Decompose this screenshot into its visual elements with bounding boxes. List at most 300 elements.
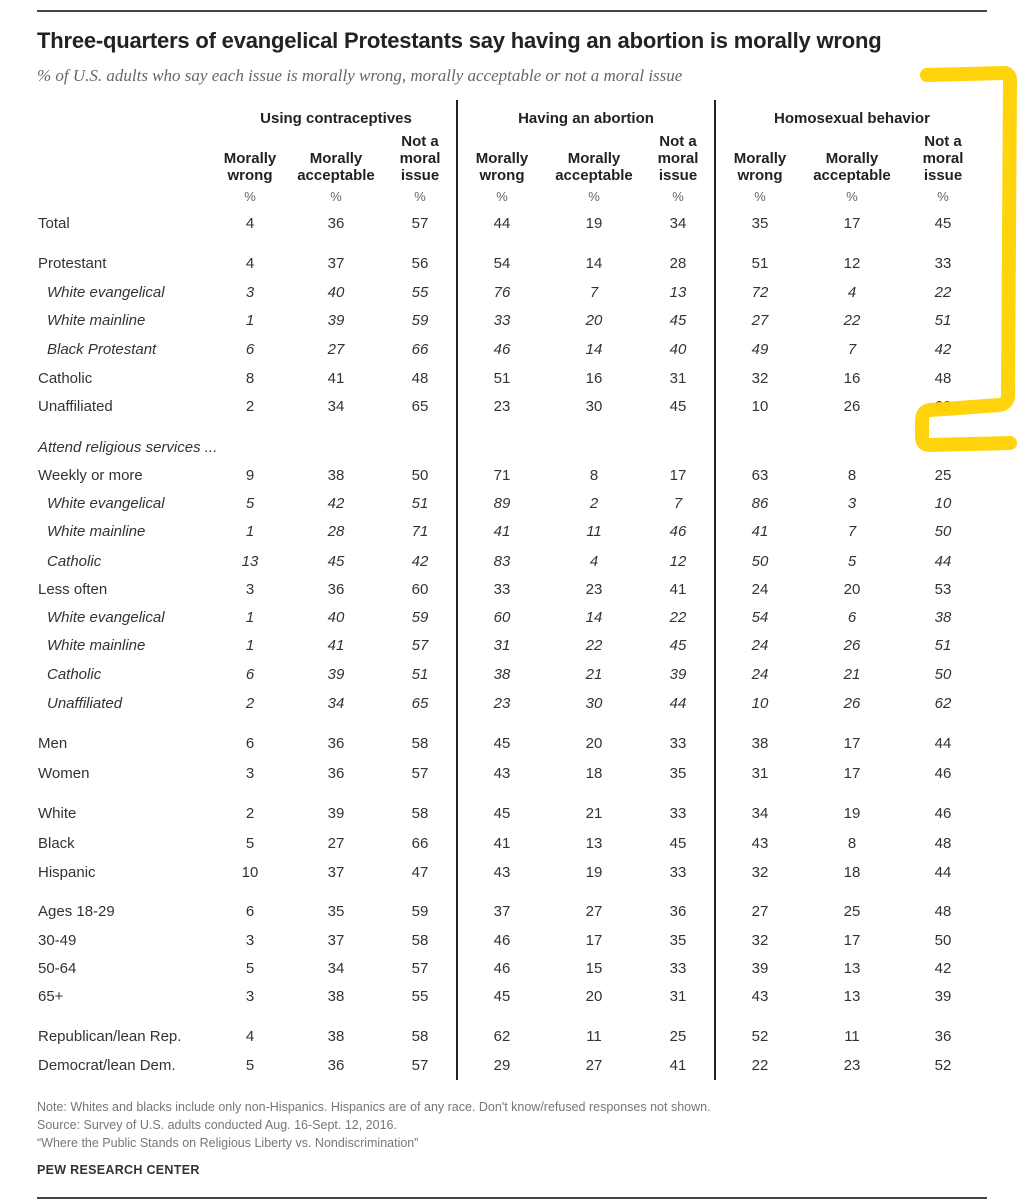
row-label: Republican/lean Rep. <box>38 1028 182 1045</box>
table-cell: 54 <box>493 255 511 272</box>
table-cell: 9 <box>245 467 255 484</box>
table-cell: 2 <box>245 805 255 822</box>
table-cell: 37 <box>327 255 345 272</box>
table-cell: 19 <box>843 805 861 822</box>
row-label: Black Protestant <box>47 341 157 358</box>
table-cell: 34 <box>751 805 769 822</box>
table-cell: 50 <box>934 932 952 949</box>
table-cell: 46 <box>493 341 511 358</box>
table-cell: 44 <box>934 735 952 752</box>
table-cell: 65 <box>411 398 429 415</box>
table-cell: 30 <box>585 398 603 415</box>
table-cell: 27 <box>585 1057 603 1074</box>
table-cell: 21 <box>585 805 603 822</box>
table-cell: 6 <box>245 735 255 752</box>
table-cell: 65 <box>411 695 429 712</box>
table-cell: 33 <box>934 255 952 272</box>
row-label: Less often <box>38 581 108 598</box>
row-label: Ages 18-29 <box>38 903 115 920</box>
table-cell: 17 <box>843 215 861 232</box>
row-label: White mainline <box>47 312 146 329</box>
table-cell: 31 <box>493 637 511 654</box>
table-cell: 31 <box>751 765 769 782</box>
table-cell: 26 <box>843 695 861 712</box>
table-cell: 39 <box>327 666 345 683</box>
table-cell: 57 <box>411 765 429 782</box>
table-cell: 33 <box>493 312 511 329</box>
table-cell: 59 <box>411 903 429 920</box>
brand-footer: PEW RESEARCH CENTER <box>37 1163 200 1177</box>
table-cell: 17 <box>585 932 603 949</box>
table-cell: 14 <box>585 341 603 358</box>
table-cell: 38 <box>327 988 345 1005</box>
table-cell: 21 <box>585 666 603 683</box>
table-cell: 31 <box>669 988 687 1005</box>
table-cell: 11 <box>844 1028 860 1045</box>
unit-label: % <box>330 189 342 204</box>
table-cell: 34 <box>327 695 345 712</box>
table-cell: 10 <box>751 398 769 415</box>
table-cell: 15 <box>585 960 603 977</box>
table-cell: 25 <box>843 903 861 920</box>
table-cell: 6 <box>245 903 255 920</box>
table-cell: 22 <box>669 609 687 626</box>
table-cell: 52 <box>751 1028 769 1045</box>
table-cell: 55 <box>411 284 429 301</box>
table-cell: 58 <box>411 1028 429 1045</box>
table-cell: 27 <box>585 903 603 920</box>
table-cell: 35 <box>327 903 345 920</box>
table-cell: 58 <box>411 735 429 752</box>
table-cell: 27 <box>327 835 345 852</box>
table-cell: 72 <box>751 284 769 301</box>
row-label: Men <box>38 735 68 752</box>
table-cell: 10 <box>934 495 952 512</box>
table-cell: 8 <box>847 467 857 484</box>
table-cell: 14 <box>585 255 603 272</box>
table-cell: 17 <box>843 765 861 782</box>
table-cell: 33 <box>669 735 687 752</box>
table-cell: 50 <box>411 467 429 484</box>
column-header: Morally wrong <box>223 150 277 184</box>
table-cell: 5 <box>245 835 255 852</box>
table-cell: 57 <box>411 960 429 977</box>
table-cell: 30 <box>585 695 603 712</box>
table-cell: 51 <box>751 255 769 272</box>
table-cell: 41 <box>493 523 511 540</box>
table-cell: 83 <box>493 553 511 570</box>
table-cell: 45 <box>669 835 687 852</box>
table-cell: 24 <box>751 581 769 598</box>
table-cell: 1 <box>245 312 255 329</box>
table-cell: 7 <box>847 341 857 358</box>
table-cell: 27 <box>751 903 769 920</box>
table-cell: 46 <box>493 960 511 977</box>
table-cell: 23 <box>585 581 603 598</box>
source-line: Source: Survey of U.S. adults conducted Aug. 16-Sept. 12, 2016. <box>37 1118 397 1132</box>
table-cell: 13 <box>585 835 603 852</box>
table-cell: 28 <box>327 523 345 540</box>
table-cell: 42 <box>327 495 345 512</box>
table-cell: 43 <box>493 765 511 782</box>
note-line: Note: Whites and blacks include only non-Hispanics. Hispanics are of any race. Don't know/refused responses not shown. <box>37 1100 711 1114</box>
group-header: Having an abortion <box>518 110 654 127</box>
column-header: Not a moral issue <box>399 133 441 184</box>
table-cell: 34 <box>669 215 687 232</box>
table-cell: 32 <box>751 864 769 881</box>
row-label: Hispanic <box>38 864 96 881</box>
table-cell: 39 <box>934 988 952 1005</box>
group-header: Homosexual behavior <box>774 110 930 127</box>
table-cell: 20 <box>585 312 603 329</box>
table-cell: 50 <box>934 523 952 540</box>
table-cell: 6 <box>847 609 857 626</box>
table-cell: 45 <box>327 553 345 570</box>
unit-label: % <box>937 189 949 204</box>
column-divider-1 <box>456 100 458 1080</box>
footnotes <box>37 1098 711 1152</box>
table-cell: 57 <box>411 637 429 654</box>
table-cell: 17 <box>843 932 861 949</box>
row-label: White <box>38 805 77 822</box>
table-cell: 19 <box>585 215 603 232</box>
table-cell: 13 <box>843 960 861 977</box>
table-cell: 1 <box>245 637 255 654</box>
row-label: Unaffiliated <box>38 398 113 415</box>
table-cell: 5 <box>245 495 255 512</box>
table-cell: 48 <box>934 903 952 920</box>
report-title-line: “Where the Public Stands on Religious Liberty vs. Nondiscrimination” <box>37 1136 419 1150</box>
table-cell: 26 <box>843 398 861 415</box>
bottom-rule <box>37 1197 987 1199</box>
row-label: 50-64 <box>38 960 77 977</box>
table-cell: 2 <box>245 695 255 712</box>
group-header: Using contraceptives <box>260 110 412 127</box>
table-cell: 86 <box>751 495 769 512</box>
table-cell: 36 <box>327 765 345 782</box>
table-cell: 38 <box>327 467 345 484</box>
table-cell: 37 <box>327 932 345 949</box>
table-cell: 57 <box>411 1057 429 1074</box>
table-cell: 45 <box>669 312 687 329</box>
table-cell: 43 <box>751 988 769 1005</box>
table-cell: 51 <box>934 637 952 654</box>
table-cell: 3 <box>245 988 255 1005</box>
table-cell: 20 <box>585 735 603 752</box>
table-cell: 50 <box>751 553 769 570</box>
row-label: Catholic <box>47 666 102 683</box>
table-cell: 39 <box>751 960 769 977</box>
table-cell: 46 <box>934 805 952 822</box>
table-cell: 10 <box>751 695 769 712</box>
table-cell: 58 <box>411 805 429 822</box>
table-cell: 45 <box>669 637 687 654</box>
table-cell: 44 <box>493 215 511 232</box>
table-cell: 13 <box>241 553 259 570</box>
table-cell: 41 <box>327 370 345 387</box>
table-cell: 51 <box>411 666 429 683</box>
table-cell: 33 <box>493 581 511 598</box>
table-cell: 7 <box>673 495 683 512</box>
table-cell: 22 <box>751 1057 769 1074</box>
table-cell: 36 <box>327 1057 345 1074</box>
table-cell: 37 <box>493 903 511 920</box>
table-cell: 57 <box>411 215 429 232</box>
table-cell: 35 <box>669 765 687 782</box>
top-rule <box>37 10 987 12</box>
table-cell: 25 <box>934 467 952 484</box>
column-header: Morally wrong <box>733 150 787 184</box>
table-cell: 54 <box>751 609 769 626</box>
table-cell: 62 <box>934 398 952 415</box>
table-cell: 33 <box>669 864 687 881</box>
table-cell: 3 <box>245 765 255 782</box>
table-cell: 3 <box>245 932 255 949</box>
row-label: 30-49 <box>38 932 77 949</box>
table-cell: 59 <box>411 609 429 626</box>
table-cell: 40 <box>327 284 345 301</box>
table-cell: 56 <box>411 255 429 272</box>
table-cell: 13 <box>843 988 861 1005</box>
unit-label: % <box>496 189 508 204</box>
table-cell: 41 <box>751 523 769 540</box>
row-label: White evangelical <box>47 284 165 301</box>
table-cell: 46 <box>669 523 687 540</box>
row-label: Protestant <box>38 255 107 272</box>
table-cell: 71 <box>411 523 429 540</box>
table-cell: 11 <box>586 1028 602 1045</box>
row-label: Weekly or more <box>38 467 143 484</box>
table-cell: 42 <box>934 341 952 358</box>
table-cell: 36 <box>327 215 345 232</box>
table-cell: 20 <box>585 988 603 1005</box>
table-cell: 36 <box>327 735 345 752</box>
table-cell: 1 <box>245 609 255 626</box>
table-cell: 20 <box>843 581 861 598</box>
table-cell: 2 <box>245 398 255 415</box>
table-cell: 48 <box>934 370 952 387</box>
unit-label: % <box>588 189 600 204</box>
table-cell: 7 <box>589 284 599 301</box>
table-cell: 43 <box>493 864 511 881</box>
unit-label: % <box>414 189 426 204</box>
table-cell: 46 <box>934 765 952 782</box>
table-cell: 7 <box>847 523 857 540</box>
row-label: White evangelical <box>47 495 165 512</box>
unit-label: % <box>244 189 256 204</box>
table-cell: 8 <box>245 370 255 387</box>
row-label: Black <box>38 835 75 852</box>
unit-label: % <box>754 189 766 204</box>
table-cell: 5 <box>245 1057 255 1074</box>
table-cell: 12 <box>669 553 687 570</box>
table-cell: 22 <box>934 284 952 301</box>
table-cell: 42 <box>411 553 429 570</box>
table-cell: 40 <box>327 609 345 626</box>
table-cell: 18 <box>843 864 861 881</box>
table-cell: 51 <box>493 370 511 387</box>
table-cell: 41 <box>493 835 511 852</box>
table-cell: 45 <box>669 398 687 415</box>
table-cell: 46 <box>493 932 511 949</box>
table-cell: 16 <box>585 370 603 387</box>
table-cell: 3 <box>847 495 857 512</box>
table-cell: 36 <box>327 581 345 598</box>
table-cell: 1 <box>245 523 255 540</box>
table-cell: 53 <box>934 581 952 598</box>
table-cell: 8 <box>589 467 599 484</box>
unit-label: % <box>672 189 684 204</box>
table-cell: 38 <box>751 735 769 752</box>
chart-subtitle: % of U.S. adults who say each issue is morally wrong, morally acceptable or not a moral issue <box>37 66 683 85</box>
table-cell: 38 <box>327 1028 345 1045</box>
row-label: 65+ <box>38 988 64 1005</box>
table-cell: 39 <box>327 805 345 822</box>
table-cell: 37 <box>327 864 345 881</box>
yellow-bracket-annotation <box>900 55 1025 485</box>
table-cell: 41 <box>669 1057 687 1074</box>
table-cell: 27 <box>327 341 345 358</box>
table-cell: 62 <box>934 695 952 712</box>
table-cell: 41 <box>327 637 345 654</box>
table-cell: 23 <box>843 1057 861 1074</box>
table-cell: 24 <box>751 666 769 683</box>
row-label: Democrat/lean Dem. <box>38 1057 176 1074</box>
table-cell: 44 <box>669 695 687 712</box>
table-cell: 35 <box>751 215 769 232</box>
column-divider-2 <box>714 100 716 1080</box>
table-cell: 5 <box>245 960 255 977</box>
table-cell: 62 <box>493 1028 511 1045</box>
table-cell: 60 <box>493 609 511 626</box>
table-cell: 14 <box>585 609 603 626</box>
table-cell: 34 <box>327 960 345 977</box>
table-cell: 42 <box>934 960 952 977</box>
table-cell: 39 <box>669 666 687 683</box>
table-cell: 33 <box>669 960 687 977</box>
table-cell: 66 <box>411 835 429 852</box>
row-label: White evangelical <box>47 609 165 626</box>
table-cell: 12 <box>843 255 861 272</box>
table-cell: 17 <box>843 735 861 752</box>
table-cell: 5 <box>847 553 857 570</box>
table-cell: 27 <box>751 312 769 329</box>
table-cell: 4 <box>589 553 599 570</box>
table-cell: 63 <box>751 467 769 484</box>
column-header: Not a moral issue <box>657 133 699 184</box>
table-cell: 58 <box>411 932 429 949</box>
table-cell: 4 <box>847 284 857 301</box>
table-cell: 33 <box>669 805 687 822</box>
table-cell: 89 <box>493 495 511 512</box>
table-cell: 24 <box>751 637 769 654</box>
table-cell: 45 <box>493 988 511 1005</box>
table-cell: 29 <box>493 1057 511 1074</box>
table-cell: 44 <box>934 553 952 570</box>
column-header: Morally acceptable <box>813 150 891 184</box>
table-cell: 45 <box>934 215 952 232</box>
table-cell: 25 <box>669 1028 687 1045</box>
table-cell: 2 <box>589 495 599 512</box>
column-header: Morally acceptable <box>555 150 633 184</box>
table-cell: 21 <box>843 666 861 683</box>
table-cell: 55 <box>411 988 429 1005</box>
table-cell: 19 <box>585 864 603 881</box>
table-cell: 34 <box>327 398 345 415</box>
row-label: Women <box>38 765 90 782</box>
row-label: White mainline <box>47 523 146 540</box>
table-cell: 59 <box>411 312 429 329</box>
table-cell: 48 <box>934 835 952 852</box>
table-cell: 13 <box>669 284 687 301</box>
table-cell: 28 <box>669 255 687 272</box>
table-cell: 76 <box>493 284 511 301</box>
table-cell: 47 <box>411 864 429 881</box>
table-cell: 3 <box>245 284 255 301</box>
table-cell: 18 <box>585 765 603 782</box>
table-cell: 60 <box>411 581 429 598</box>
row-label: Unaffiliated <box>47 695 123 712</box>
table-cell: 8 <box>847 835 857 852</box>
table-cell: 36 <box>669 903 687 920</box>
table-cell: 52 <box>934 1057 952 1074</box>
table-cell: 66 <box>411 341 429 358</box>
table-cell: 31 <box>669 370 687 387</box>
column-header: Morally acceptable <box>297 150 375 184</box>
table-cell: 41 <box>669 581 687 598</box>
row-label: Total <box>38 215 70 232</box>
unit-label: % <box>846 189 858 204</box>
table-cell: 49 <box>751 341 769 358</box>
row-label: Catholic <box>38 370 93 387</box>
row-label: White mainline <box>47 637 146 654</box>
table-cell: 4 <box>245 255 255 272</box>
table-cell: 32 <box>751 932 769 949</box>
column-header: Not a moral issue <box>922 133 964 184</box>
table-cell: 17 <box>669 467 687 484</box>
table-cell: 11 <box>586 523 602 540</box>
table-cell: 32 <box>751 370 769 387</box>
row-label: Catholic <box>47 553 102 570</box>
table-cell: 45 <box>493 735 511 752</box>
table-cell: 36 <box>934 1028 952 1045</box>
chart-title: Three-quarters of evangelical Protestants say having an abortion is morally wrong <box>37 28 882 53</box>
table-cell: 45 <box>493 805 511 822</box>
table-cell: 16 <box>843 370 861 387</box>
table-cell: 23 <box>493 695 511 712</box>
table-cell: 50 <box>934 666 952 683</box>
table-cell: 39 <box>327 312 345 329</box>
table-cell: 38 <box>934 609 952 626</box>
table-cell: 51 <box>411 495 429 512</box>
table-cell: 6 <box>245 341 255 358</box>
table-cell: 26 <box>843 637 861 654</box>
table-cell: 44 <box>934 864 952 881</box>
table-cell: 22 <box>843 312 861 329</box>
table-cell: 51 <box>934 312 952 329</box>
table-cell: 71 <box>493 467 511 484</box>
table-cell: 38 <box>493 666 511 683</box>
column-header: Morally wrong <box>475 150 529 184</box>
table-cell: 40 <box>669 341 687 358</box>
table-cell: 4 <box>245 215 255 232</box>
table-cell: 48 <box>411 370 429 387</box>
table-cell: 35 <box>669 932 687 949</box>
table-cell: 10 <box>241 864 259 881</box>
table-cell: 43 <box>751 835 769 852</box>
table-cell: 6 <box>245 666 255 683</box>
table-cell: 23 <box>493 398 511 415</box>
